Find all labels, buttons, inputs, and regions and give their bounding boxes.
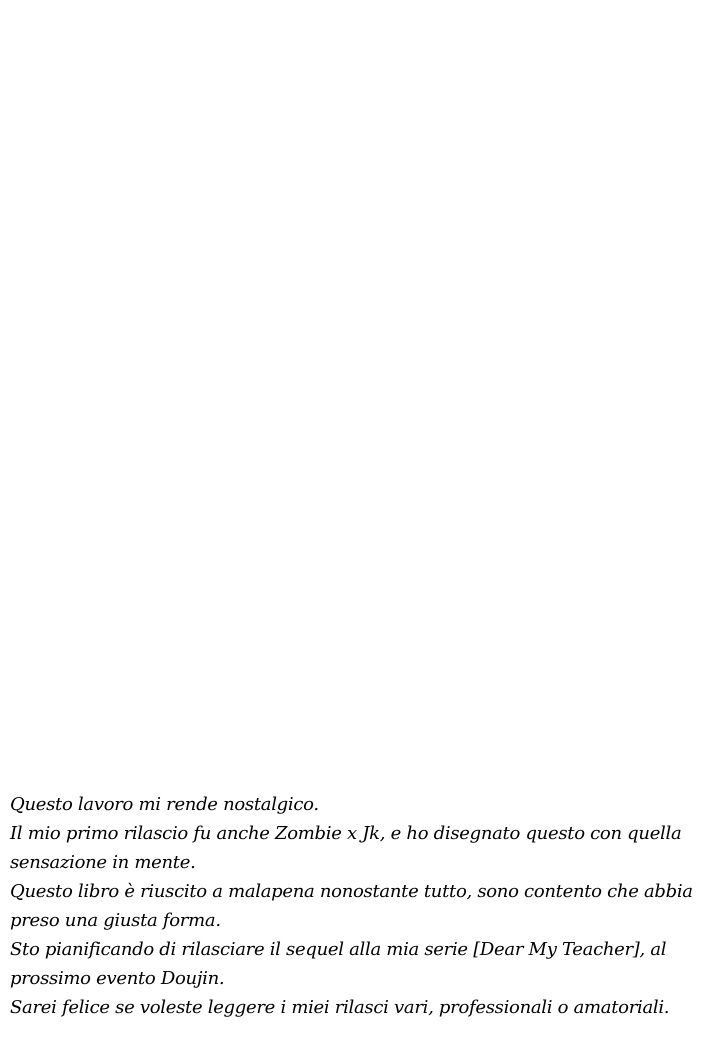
afterword-paragraph-2: Il mio primo rilascio fu anche Zombie x Jk, e ho disegnato questo con quella sensazione in mente.: [10, 823, 682, 873]
afterword-paragraph-3: Questo libro è riuscito a malapena nonostante tutto, sono contento che abbia preso una giusta forma.: [10, 881, 693, 931]
afterword-text-block: [10, 790, 710, 1022]
afterword-paragraph-1: Questo lavoro mi rende nostalgico.: [10, 794, 319, 815]
afterword-paragraph-4: Sto pianificando di rilasciare il sequel alla mia serie [Dear My Teacher], al prossimo evento Doujin.: [10, 939, 667, 989]
afterword-paragraph-5: Sarei felice se voleste leggere i miei rilasci vari, professionali o amatoriali.: [10, 997, 670, 1018]
